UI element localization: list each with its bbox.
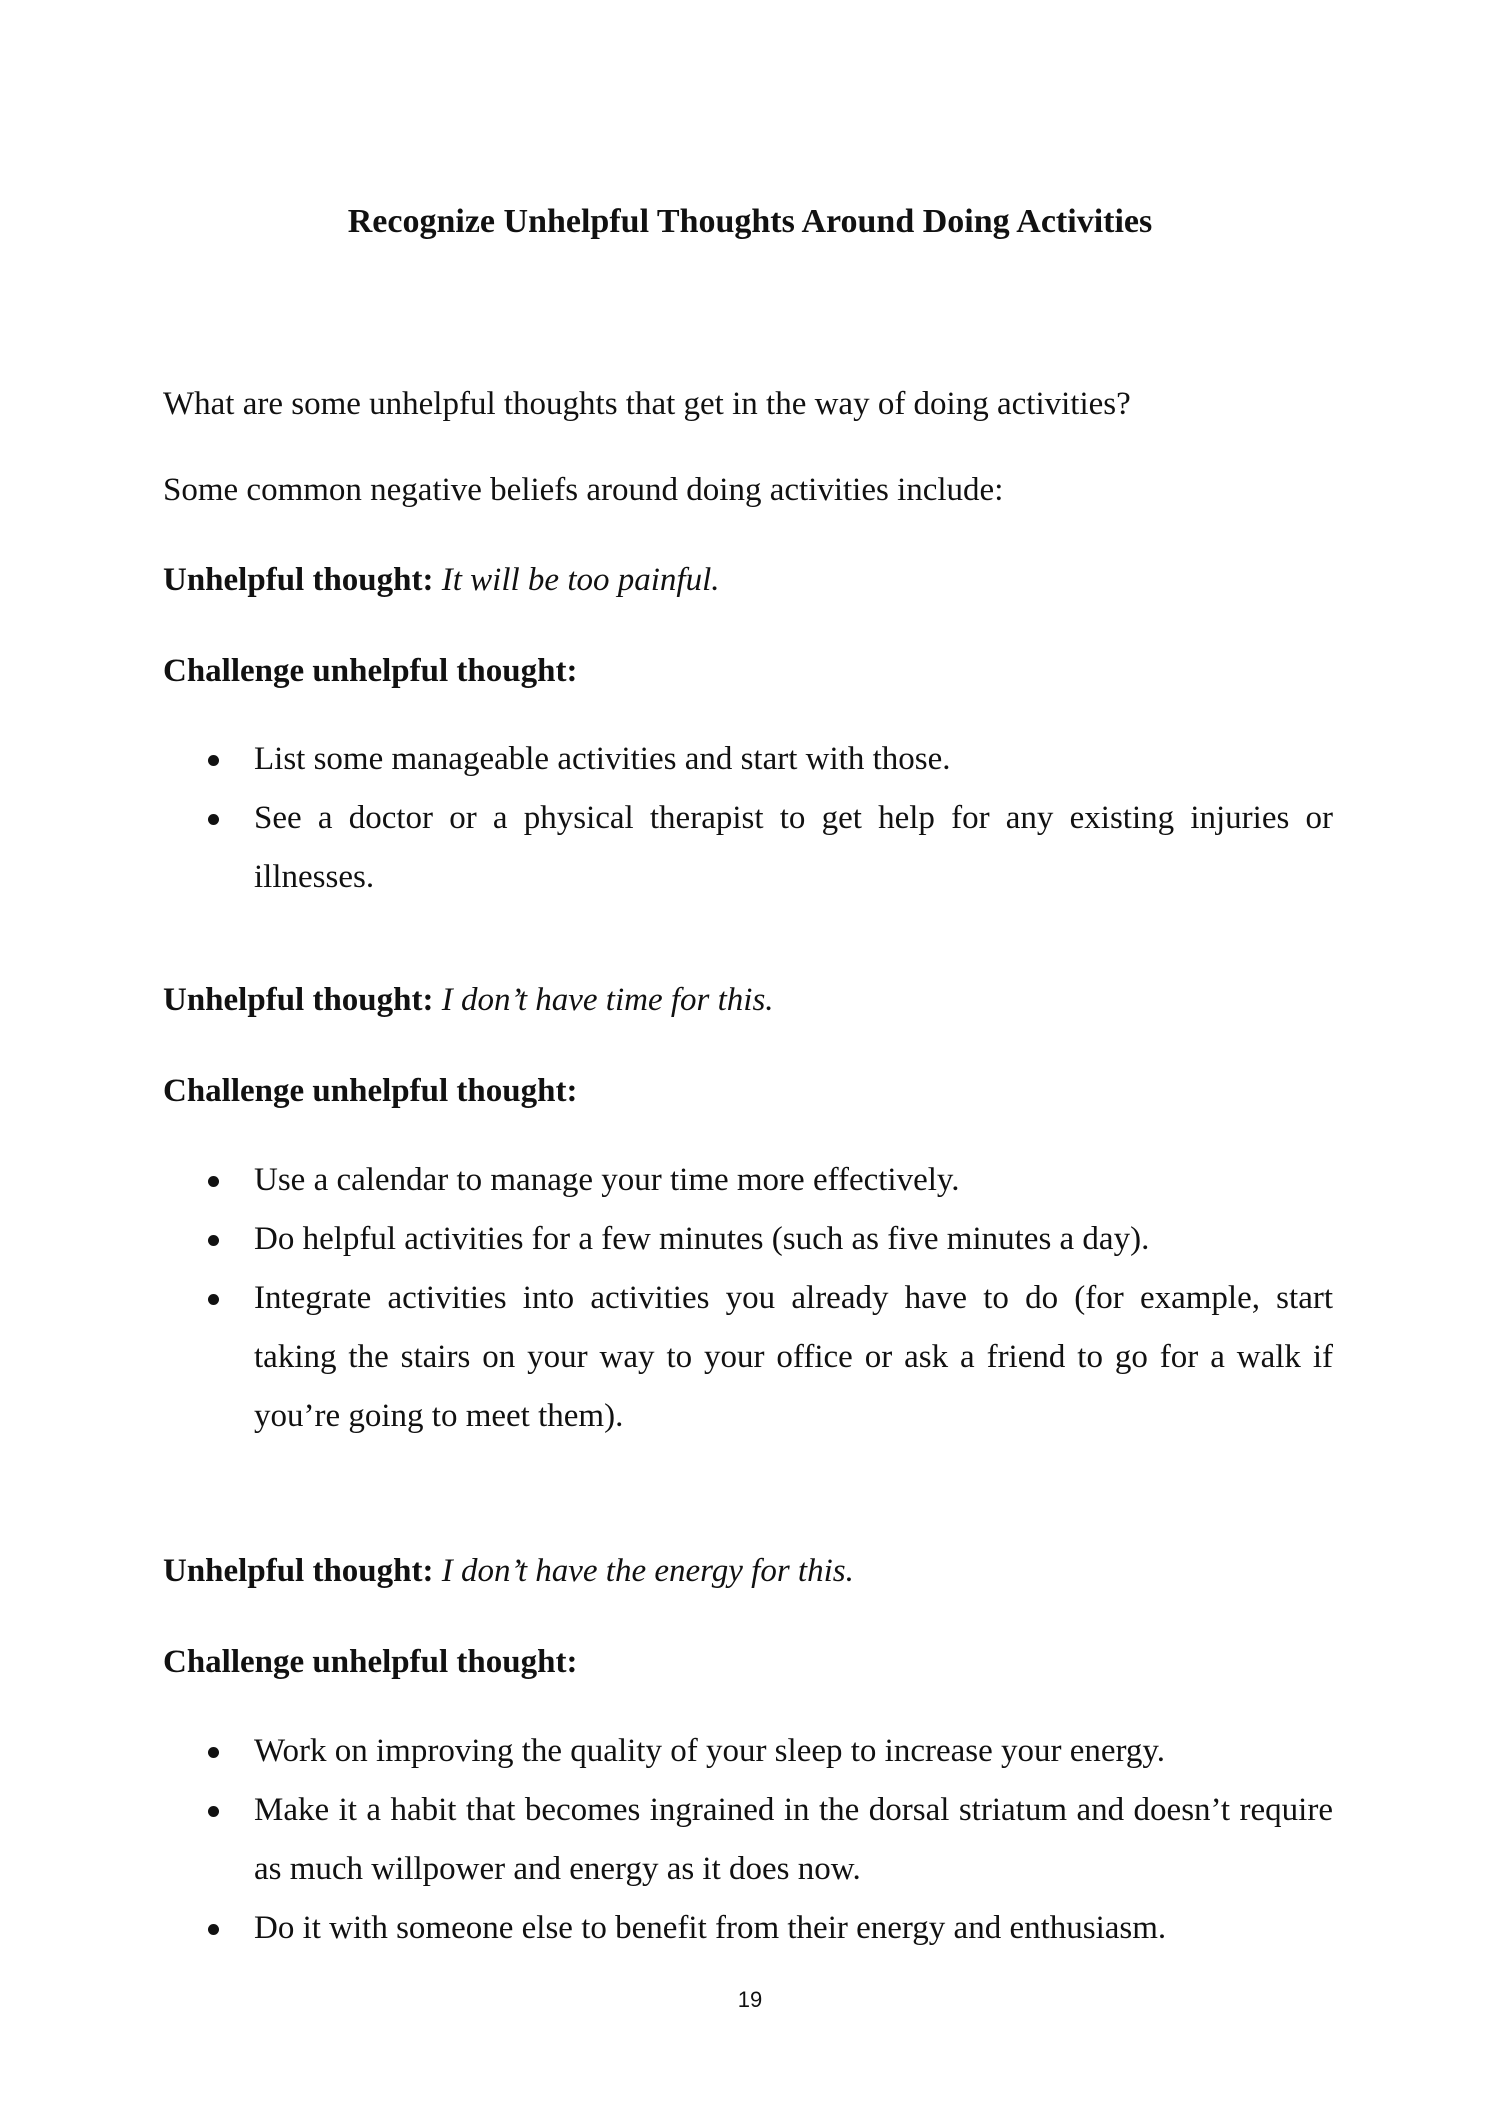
list-item: Use a calendar to manage your time more effectively. bbox=[163, 1151, 1333, 1210]
challenge-label-2: Challenge unhelpful thought: bbox=[163, 1073, 578, 1109]
unhelpful-thought-3 bbox=[163, 1547, 1333, 1595]
list-item: Do helpful activities for a few minutes (such as five minutes a day). bbox=[163, 1210, 1333, 1269]
list-item: See a doctor or a physical therapist to get help for any existing injuries or illnesses. bbox=[163, 789, 1333, 907]
thought-label: Unhelpful thought: bbox=[163, 982, 434, 1018]
intro-question: What are some unhelpful thoughts that get in the way of doing activities? bbox=[163, 386, 1131, 422]
list-item: List some manageable activities and start with those. bbox=[163, 730, 1333, 789]
unhelpful-thought-1 bbox=[163, 556, 1333, 604]
thought-text: It will be too painful. bbox=[441, 562, 720, 598]
page-title: Recognize Unhelpful Thoughts Around Doing Activities bbox=[347, 203, 1153, 240]
list-item: Work on improving the quality of your sleep to increase your energy. bbox=[163, 1722, 1333, 1781]
thought-text: I don’t have the energy for this. bbox=[441, 1553, 854, 1589]
list-item: Do it with someone else to benefit from their energy and enthusiasm. bbox=[163, 1899, 1333, 1958]
thought-label: Unhelpful thought: bbox=[163, 562, 434, 598]
challenge-label-3: Challenge unhelpful thought: bbox=[163, 1644, 578, 1680]
page-number: 19 bbox=[737, 1987, 763, 2012]
challenge-list-3 bbox=[163, 1722, 1333, 1958]
challenge-label-1: Challenge unhelpful thought: bbox=[163, 653, 578, 689]
list-item: Integrate activities into activities you already have to do (for example, start taking the stairs on your way to your office or ask a friend to go for a walk if you’re going to meet them). bbox=[163, 1269, 1333, 1446]
challenge-list-1 bbox=[163, 730, 1333, 907]
challenge-list-2 bbox=[163, 1151, 1333, 1446]
list-item: Make it a habit that becomes ingrained in the dorsal striatum and doesn’t require as much willpower and energy as it does now. bbox=[163, 1781, 1333, 1899]
intro-lead: Some common negative beliefs around doing activities include: bbox=[163, 472, 1004, 508]
unhelpful-thought-2 bbox=[163, 976, 1333, 1024]
thought-label: Unhelpful thought: bbox=[163, 1553, 434, 1589]
thought-text: I don’t have time for this. bbox=[441, 982, 774, 1018]
